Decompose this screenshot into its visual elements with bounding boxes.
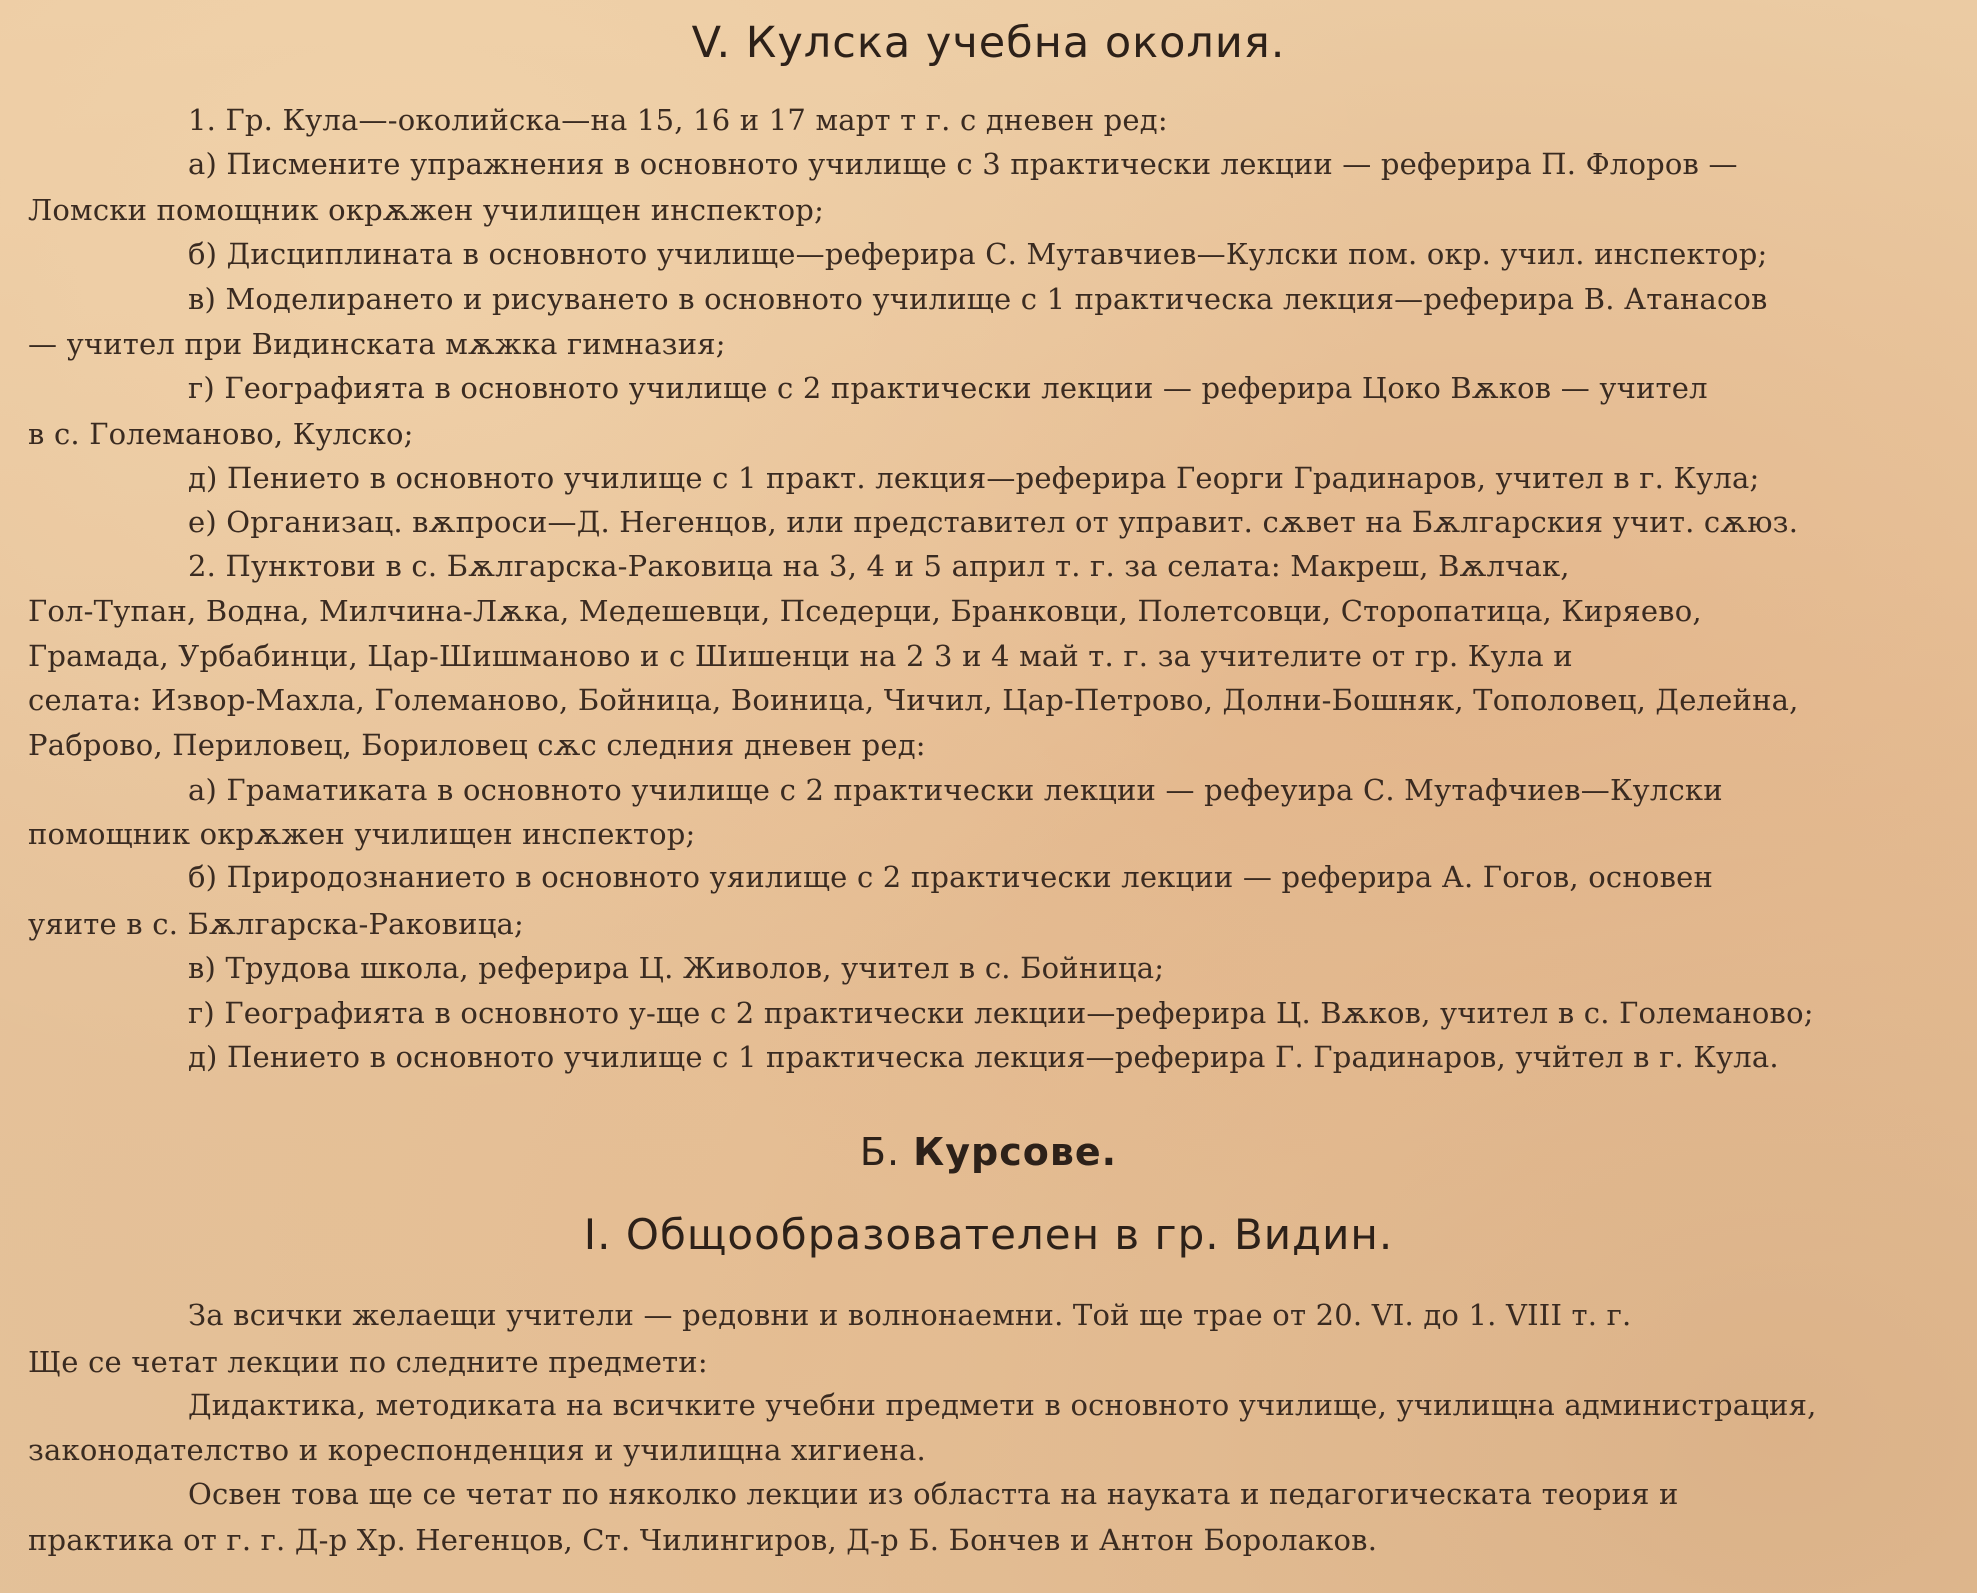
text-line: 1. Гр. Кула—-околийска—на 15, 16 и 17 март т г. с дневен ред: [188, 103, 1168, 137]
text-line: б) Природознанието в основното уяилище с 2 практически лекции — реферира А. Гогов, основен [188, 860, 1713, 894]
text-line: в) Моделирането и рисуването в основното училище с 1 практическа лекция—реферира В. Атанасов [188, 282, 1768, 316]
text-line: помощник окрѫжен училищен инспектор; [28, 817, 696, 851]
text-line: б) Дисциплината в основното училище—реферира С. Мутавчиев—Кулски пом. окр. учил. инспектор; [188, 237, 1768, 271]
text-line: Гол-Тупан, Водна, Милчина-Лѫка, Медешевци, Пседерци, Бранковци, Полетсовци, Сторопатица, Киряево, [28, 594, 1702, 628]
text-line: д) Пението в основното училище с 1 практическа лекция—реферира Г. Градинаров, учйтел в г. Кула. [188, 1040, 1779, 1074]
text-line: в) Трудова школа, реферира Ц. Живолов, учител в с. Бойница; [188, 951, 1165, 985]
text-line: 2. Пунктови в с. Бѫлгарска-Раковица на 3, 4 и 5 април т. г. за селата: Макреш, Вѫлчак, [188, 549, 1570, 583]
text-line: Грамада, Урбабинци, Цар-Шишманово и с Шишенци на 2 3 и 4 май т. г. за учителите от гр. Кула и [28, 639, 1573, 673]
text-line: г) Географията в основното у-ще с 2 практически лекции—реферира Ц. Вѫков, учител в с. Големаново; [188, 996, 1814, 1030]
text-line: селата: Извор-Махла, Големаново, Бойница, Воиница, Чичил, Цар-Петрово, Долни-Бошняк, Тополовец, Делейна, [28, 683, 1799, 717]
text-line: а) Граматиката в основното училище с 2 практически лекции — рефеуира С. Мутафчиев—Кулски [188, 773, 1723, 807]
text-line: Освен това ще се четат по няколко лекции из областта на науката и педагогическата теория и [188, 1477, 1679, 1511]
section-b-letter: Б. [859, 1130, 901, 1174]
text-line: уяите в с. Бѫлгарска-Раковица; [28, 907, 524, 941]
text-line: д) Пението в основното училище с 1 практ. лекция—реферира Георги Градинаров, учител в г. Кула; [188, 461, 1760, 495]
text-line: За всички желаещи учители — редовни и волнонаемни. Той ще трае от 20. VI. до 1. VIII т. г. [188, 1298, 1632, 1332]
text-line: г) Географията в основното училище с 2 практически лекции — реферира Цоко Вѫков — учител [188, 371, 1708, 405]
text-line: — учител при Видинската мѫжка гимназия; [28, 327, 726, 361]
section-v-heading: V. Кулска учебна околия. [691, 18, 1286, 68]
section-i-heading: I. Общообразователен в гр. Видин. [583, 1210, 1394, 1259]
text-line: Ломски помощник окрѫжен училищен инспектор; [28, 193, 825, 227]
text-line: законодателство и кореспонденция и училищна хигиена. [28, 1433, 926, 1467]
text-line: Раброво, Периловец, Бориловец сѫс следния дневен ред: [28, 728, 926, 762]
section-b-heading [0, 1130, 1977, 1174]
text-line: а) Писмените упражнения в основното училище с 3 практически лекции — реферира П. Флоров — [188, 147, 1738, 181]
section-b-title: Курсове. [913, 1130, 1118, 1174]
text-line: Дидактика, методиката на всичките учебни предмети в основното училище, училищна администрация, [188, 1388, 1817, 1422]
text-line: в с. Големаново, Кулско; [28, 417, 414, 451]
text-line: е) Организац. вѫпроси—Д. Негенцов, или представител от управит. сѫвет на Бѫлгарския учит. сѫюз. [188, 505, 1799, 539]
text-line: практика от г. г. Д-р Хр. Негенцов, Ст. Чилингиров, Д-р Б. Бончев и Антон Боролаков. [28, 1523, 1378, 1557]
text-line: Ще се четат лекции по следните предмети: [28, 1345, 708, 1379]
